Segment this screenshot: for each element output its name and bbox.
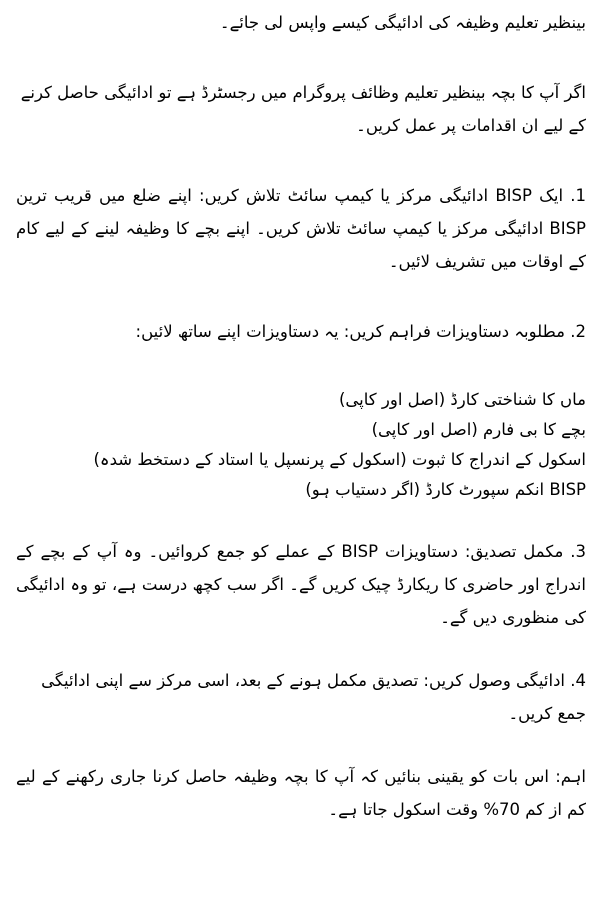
documents-list: [16, 385, 586, 505]
article-title: بینظیر تعلیم وظیفہ کی ادائیگی کیسے واپس لی جائے۔: [219, 13, 586, 32]
important-note: اہم: اس بات کو یقینی بنائیں کہ آپ کا بچہ وظیفہ حاصل کرنا جاری رکھنے کے لیے کم از کم 70% وقت اسکول جاتا ہے۔: [16, 767, 586, 819]
step-4-paragraph: 4. ادائیگی وصول کریں: تصدیق مکمل ہونے کے بعد، اسی مرکز سے اپنی ادائیگی جمع کریں۔: [41, 671, 586, 723]
document-item: BISP انکم سپورٹ کارڈ (اگر دستیاب ہو): [305, 480, 586, 499]
document-item: اسکول کے اندراج کا ثبوت (اسکول کے پرنسپل یا استاد کے دستخط شدہ): [93, 450, 586, 469]
article: [0, 6, 600, 826]
document-item: بچے کا بی فارم (اصل اور کاپی): [371, 420, 586, 439]
document-item: ماں کا شناختی کارڈ (اصل اور کاپی): [338, 390, 586, 409]
step-3-paragraph: 3. مکمل تصدیق: دستاویزات BISP کے عملے کو جمع کروائیں۔ وہ آپ کے بچے کے اندراج اور حاضری کا ریکارڈ چیک کریں گے۔ اگر سب کچھ درست ہے، تو وہ ادائیگی کی منظوری دیں گے۔: [16, 542, 586, 627]
intro-paragraph: اگر آپ کا بچہ بینظیر تعلیم وظائف پروگرام میں رجسٹرڈ ہے تو ادائیگی حاصل کرنے کے لیے ان اقدامات پر عمل کریں۔: [20, 83, 586, 135]
step-2-paragraph: 2. مطلوبہ دستاویزات فراہم کریں: یہ دستاویزات اپنے ساتھ لائیں:: [135, 322, 586, 341]
step-1-paragraph: 1. ایک BISP ادائیگی مرکز یا کیمپ سائٹ تلاش کریں: اپنے ضلع میں قریب ترین BISP ادائیگی مرکز یا کیمپ سائٹ تلاش کریں۔ اپنے بچے کا وظیفہ لینے کے لیے کام کے اوقات میں تشریف لائیں۔: [16, 186, 586, 271]
